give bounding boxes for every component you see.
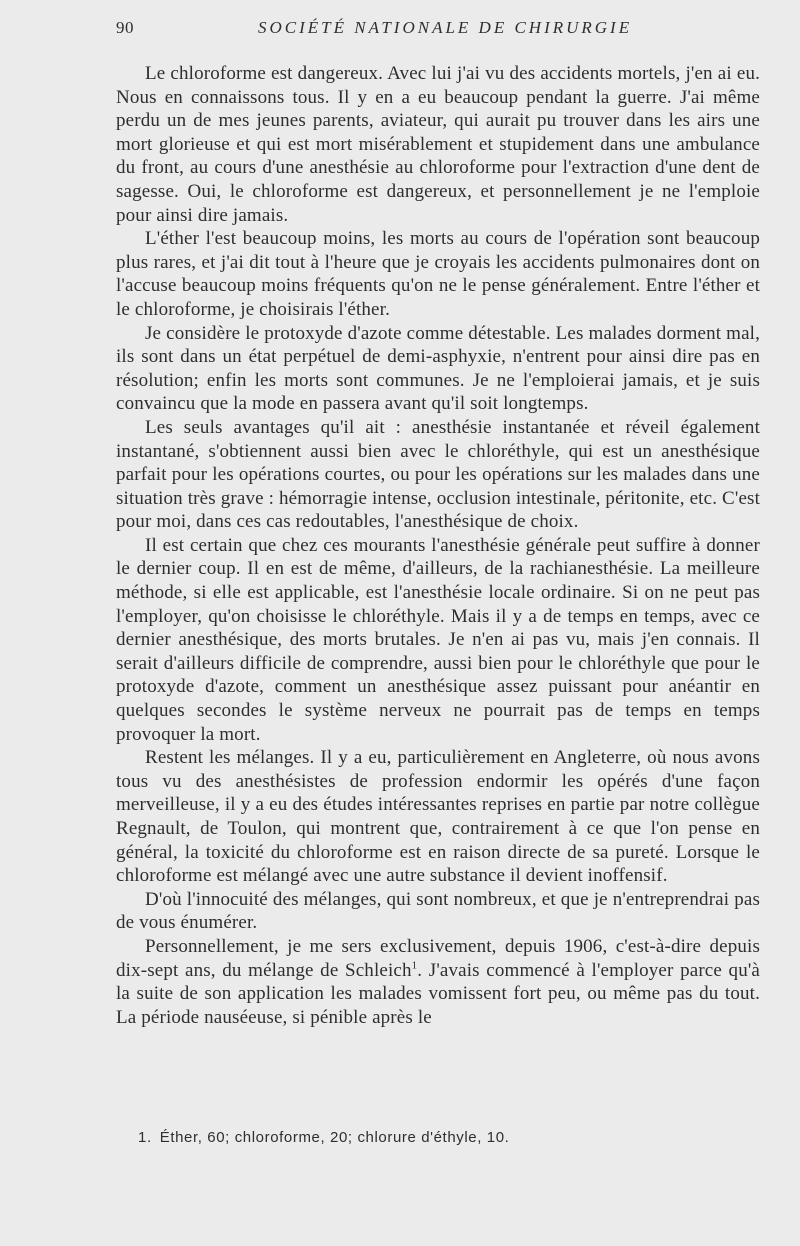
footnote xyxy=(138,1129,758,1146)
paragraph-personnellement-end: J'avais commencé à l'employer parce qu'à la suite de son application les malades vomissent fort peu, ou même pas du tout. La période nauséeuse, si pénible après le xyxy=(116,959,761,1028)
paragraph-melanges: Restent les mélanges. Il y a eu, particulièrement en Angleterre, où nous avons tous vu des anesthésistes de profession endormir les opérés d'une façon merveilleuse, il y a eu des études intéressantes reprises en partie par notre collègue Regnault, de Toulon, qui montrent que, contrairement à ce que l'on pense en général, la toxicité du chloroforme est en raison directe de sa pureté. Lorsque le chloroforme est mélangé avec une autre substance il devient inoffensif. xyxy=(116,747,760,887)
paragraph-chloroforme: Le chloroforme est dangereux. Avec lui j'ai vu des accidents mortels, j'en ai eu. Nous en connaissons tous. Il y en a eu beaucoup pendant la guerre. J'ai même perdu un de mes jeunes parents, aviateur, qui aurait pu trouver dans les airs une mort glorieuse et qui est mort misérablement et stupidement dans une ambulance du front, au cours d'une anesthésie au chloroforme pour l'extraction d'une dent de sagesse. Oui, le chloroforme est dangereux, et personnellement je ne l'emploie pour ainsi dire jamais. xyxy=(116,63,760,226)
footnote-marker: 1 xyxy=(411,959,418,972)
footnote-number: 1. xyxy=(138,1129,152,1146)
paragraph-avantages: Les seuls avantages qu'il ait : anesthésie instantanée et réveil également instantané, s'obtiennent aussi bien avec le chloréthyle, qui est un anesthésique parfait pour les opérations courtes, ou pour les opérations sur les malades dans une situation très grave : hémorragie intense, occlusion intestinale, péritonite, etc. C'est pour moi, dans ces cas redoutables, l'anesthésique de choix. xyxy=(116,416,760,533)
paragraph-personnellement: Personnellement, je me sers exclusivement, depuis 1906, c'est-à-dire depuis dix-sept ans, du mélange de Schleich$^1$. J'avais commencé à l'employer parce qu'à la suite de son application les malades vomissent fort peu, ou même pas du tout. La période nauséeuse, si pénible après le xyxy=(116,935,761,1028)
paragraph-protoxyde: Je considère le protoxyde d'azote comme détestable. Les malades dorment mal, ils sont dans un état perpétuel de demi-asphyxie, n'entrent pour ainsi dire pas en résolution; enfin les morts sont communes. Je ne l'emploierai jamais, et je suis convaincu que la mode en passera avant qu'il soit longtemps. xyxy=(116,322,760,415)
page-header xyxy=(116,18,760,42)
paragraph-ether: L'éther l'est beaucoup moins, les morts au cours de l'opération sont beaucoup plus rares, et j'ai dit tout à l'heure que je croyais les accidents pulmonaires dont on l'accuse beaucoup moins fréquents qu'on ne le pense généralement. Entre l'éther et le chloroforme, je choisirais l'éther. xyxy=(116,228,760,320)
paragraph-personnellement-start: Personnellement, je me sers exclusivement, depuis 1906, c'est-à-dire depuis dix-sept ans, du mélange de Schleich xyxy=(116,935,760,981)
paragraph-innocuite: D'où l'innocuité des mélanges, qui sont nombreux, et que je n'entreprendrai pas de vous énumérer. xyxy=(116,888,760,934)
paragraph-mourants: Il est certain que chez ces mourants l'anesthésie générale peut suffire à donner le dernier coup. Il en est de même, d'ailleurs, de la rachianesthésie. La meilleure méthode, si elle est applicable, est l'anesthésie locale ordinaire. Si on ne peut pas l'employer, qu'on choisisse le chloréthyle. Mais il y a de temps en temps, avec ce dernier anesthésique, des morts brutales. Je n'en ai pas vu, mais j'en connais. Il serait d'ailleurs difficile de comprendre, aussi bien pour le chloréthyle que pour le protoxyde d'azote, comment un anesthésique assez puissant pour anéantir en quelques secondes le système nerveux ne pourrait pas de temps en temps provoquer la mort. xyxy=(116,534,760,745)
running-title: SOCIÉTÉ NATIONALE DE CHIRURGIE xyxy=(258,18,633,37)
page-number: 90 xyxy=(116,18,134,37)
body-text xyxy=(116,62,760,1029)
footnote-text: Éther, 60; chloroforme, 20; chlorure d'éthyle, 10. xyxy=(159,1129,510,1146)
